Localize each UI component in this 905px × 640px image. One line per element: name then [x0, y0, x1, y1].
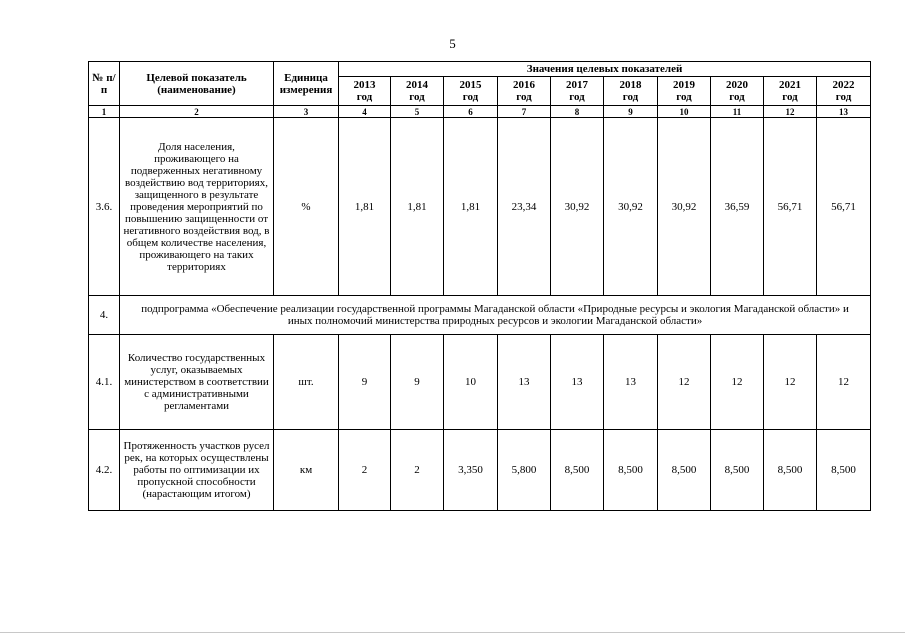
row-value: 36,59 — [711, 118, 764, 296]
row-value: 13 — [498, 335, 551, 430]
row-unit: км — [274, 430, 339, 511]
row-value: 9 — [339, 335, 391, 430]
row-value: 30,92 — [658, 118, 711, 296]
row-value: 30,92 — [551, 118, 604, 296]
row-num: 3.6. — [89, 118, 120, 296]
row-value: 12 — [658, 335, 711, 430]
year-header: 2016 год — [498, 77, 551, 106]
row-value: 8,500 — [764, 430, 817, 511]
row-indicator: Доля населения, проживающего на подверженных негативному воздействию вод территориях, защищенного в результате проведения мероприятий по повышению защищенности от негативного воздействия вод, в общем количестве населения, проживающего на таких территориях — [120, 118, 274, 296]
row-value: 13 — [551, 335, 604, 430]
row-value: 12 — [817, 335, 871, 430]
row-value: 56,71 — [817, 118, 871, 296]
row-value: 8,500 — [551, 430, 604, 511]
year-header: 2017 год — [551, 77, 604, 106]
year-header: 2019 год — [658, 77, 711, 106]
row-unit: шт. — [274, 335, 339, 430]
row-value: 8,500 — [711, 430, 764, 511]
row-value: 13 — [604, 335, 658, 430]
row-value: 3,350 — [444, 430, 498, 511]
row-value: 23,34 — [498, 118, 551, 296]
row-num: 4.1. — [89, 335, 120, 430]
year-header: 2022 год — [817, 77, 871, 106]
row-unit: % — [274, 118, 339, 296]
scan-edge-line — [0, 632, 905, 633]
year-header: 2020 год — [711, 77, 764, 106]
row-value: 12 — [764, 335, 817, 430]
row-value: 8,500 — [604, 430, 658, 511]
row-num: 4.2. — [89, 430, 120, 511]
row-indicator: Протяженность участков русел рек, на которых осуществлены работы по оптимизации их пропускной способности (нарастающим итогом) — [120, 430, 274, 511]
page-number: 5 — [449, 36, 456, 51]
row-value: 2 — [391, 430, 444, 511]
header-unit: Единица измерения — [274, 62, 339, 106]
row-value: 1,81 — [339, 118, 391, 296]
target-indicators-table — [88, 61, 871, 511]
row-value: 8,500 — [658, 430, 711, 511]
year-header: 2018 год — [604, 77, 658, 106]
header-values: Значения целевых показателей — [339, 62, 871, 77]
header-num: № п/п — [89, 62, 120, 106]
table-row — [89, 335, 871, 430]
subprogram-row — [89, 296, 871, 335]
row-value: 5,800 — [498, 430, 551, 511]
column-number-row: 1 2 3 4 5 6 7 8 9 10 11 12 13 — [89, 106, 871, 118]
row-value: 56,71 — [764, 118, 817, 296]
row-indicator: Количество государственных услуг, оказываемых министерством в соответствии с административными регламентами — [120, 335, 274, 430]
subprogram-num: 4. — [89, 296, 120, 335]
year-header: 2021 год — [764, 77, 817, 106]
table-row — [89, 430, 871, 511]
row-value: 30,92 — [604, 118, 658, 296]
year-header: 2014 год — [391, 77, 444, 106]
row-value: 8,500 — [817, 430, 871, 511]
row-value: 10 — [444, 335, 498, 430]
year-header: 2015 год — [444, 77, 498, 106]
row-value: 12 — [711, 335, 764, 430]
row-value: 9 — [391, 335, 444, 430]
subprogram-title: подпрограмма «Обеспечение реализации государственной программы Магаданской области «Природные ресурсы и экология Магаданской области» и иных полномочий министерства природных ресурсов и экологии Магаданской области» — [120, 296, 871, 335]
row-value: 1,81 — [391, 118, 444, 296]
header-indicator: Целевой показатель (наименование) — [120, 62, 274, 106]
table-row — [89, 118, 871, 296]
row-value: 1,81 — [444, 118, 498, 296]
row-value: 2 — [339, 430, 391, 511]
year-header: 2013 год — [339, 77, 391, 106]
